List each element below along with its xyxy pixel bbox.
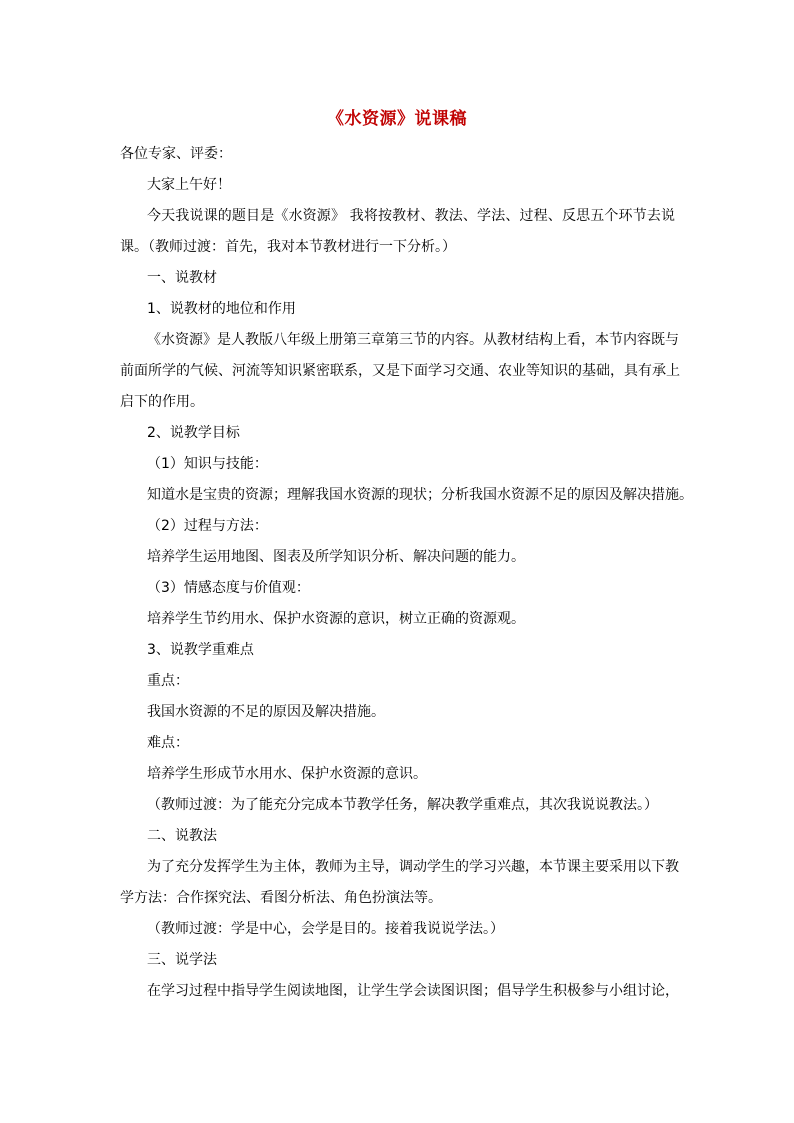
objective-heading-2: （2）过程与方法： xyxy=(147,518,268,534)
section-heading-1: 一、说教材 xyxy=(147,270,217,286)
objective-heading-1: （1）知识与技能： xyxy=(147,456,268,472)
key-point-text: 我国水资源的不足的原因及解决措施。 xyxy=(147,704,385,720)
subsection-heading-1-3: 3、说教学重难点 xyxy=(147,642,254,658)
objective-text-2: 培养学生运用地图、图表及所学知识分析、解决问题的能力。 xyxy=(147,549,525,565)
objective-text-3: 培养学生节约用水、保护水资源的意识，树立正确的资源观。 xyxy=(147,611,525,627)
difficulty-label: 难点： xyxy=(147,735,189,751)
paragraph-method-line-2: 学方法：合作探究法、看图分析法、角色扮演法等。 xyxy=(120,890,442,906)
transition-note-2: （教师过渡：学是中心，会学是目的。接着我说说学法。） xyxy=(147,921,504,937)
paragraph-position-line-3: 启下的作用。 xyxy=(120,394,204,410)
document-title: 《水资源》说课稿 xyxy=(327,109,467,129)
paragraph-learning-line-1: 在学习过程中指导学生阅读地图，让学生学会读图识图；倡导学生积极参与小组讨论， xyxy=(147,983,679,999)
transition-note-1: （教师过渡：为了能充分完成本节教学任务，解决教学重难点，其次我说说教法。） xyxy=(147,797,658,813)
greeting: 大家上午好！ xyxy=(147,177,231,193)
key-point-label: 重点： xyxy=(147,673,189,689)
objective-heading-3: （3）情感态度与价值观： xyxy=(147,580,310,596)
section-heading-3: 三、说学法 xyxy=(147,952,217,968)
difficulty-text: 培养学生形成节水用水、保护水资源的意识。 xyxy=(147,766,427,782)
paragraph-position-line-2: 前面所学的气候、河流等知识紧密联系，又是下面学习交通、农业等知识的基础，具有承上 xyxy=(120,363,680,379)
subsection-heading-1-2: 2、说教学目标 xyxy=(147,425,240,441)
objective-text-1: 知道水是宝贵的资源；理解我国水资源的现状；分析我国水资源不足的原因及解决措施。 xyxy=(147,487,693,503)
paragraph-method-line-1: 为了充分发挥学生为主体，教师为主导，调动学生的学习兴趣，本节课主要采用以下教 xyxy=(147,859,679,875)
paragraph-intro-line-1: 今天我说课的题目是《水资源》 我将按教材、教法、学法、过程、反思五个环节去说 xyxy=(147,208,675,224)
subsection-heading-1-1: 1、说教材的地位和作用 xyxy=(147,301,296,317)
section-heading-2: 二、说教法 xyxy=(147,828,217,844)
salutation: 各位专家、评委： xyxy=(120,146,232,162)
paragraph-intro-line-2: 课。（教师过渡：首先，我对本节教材进行一下分析。） xyxy=(120,239,456,255)
paragraph-position-line-1: 《水资源》是人教版八年级上册第三章第三节的内容。从教材结构上看，本节内容既与 xyxy=(147,332,679,348)
